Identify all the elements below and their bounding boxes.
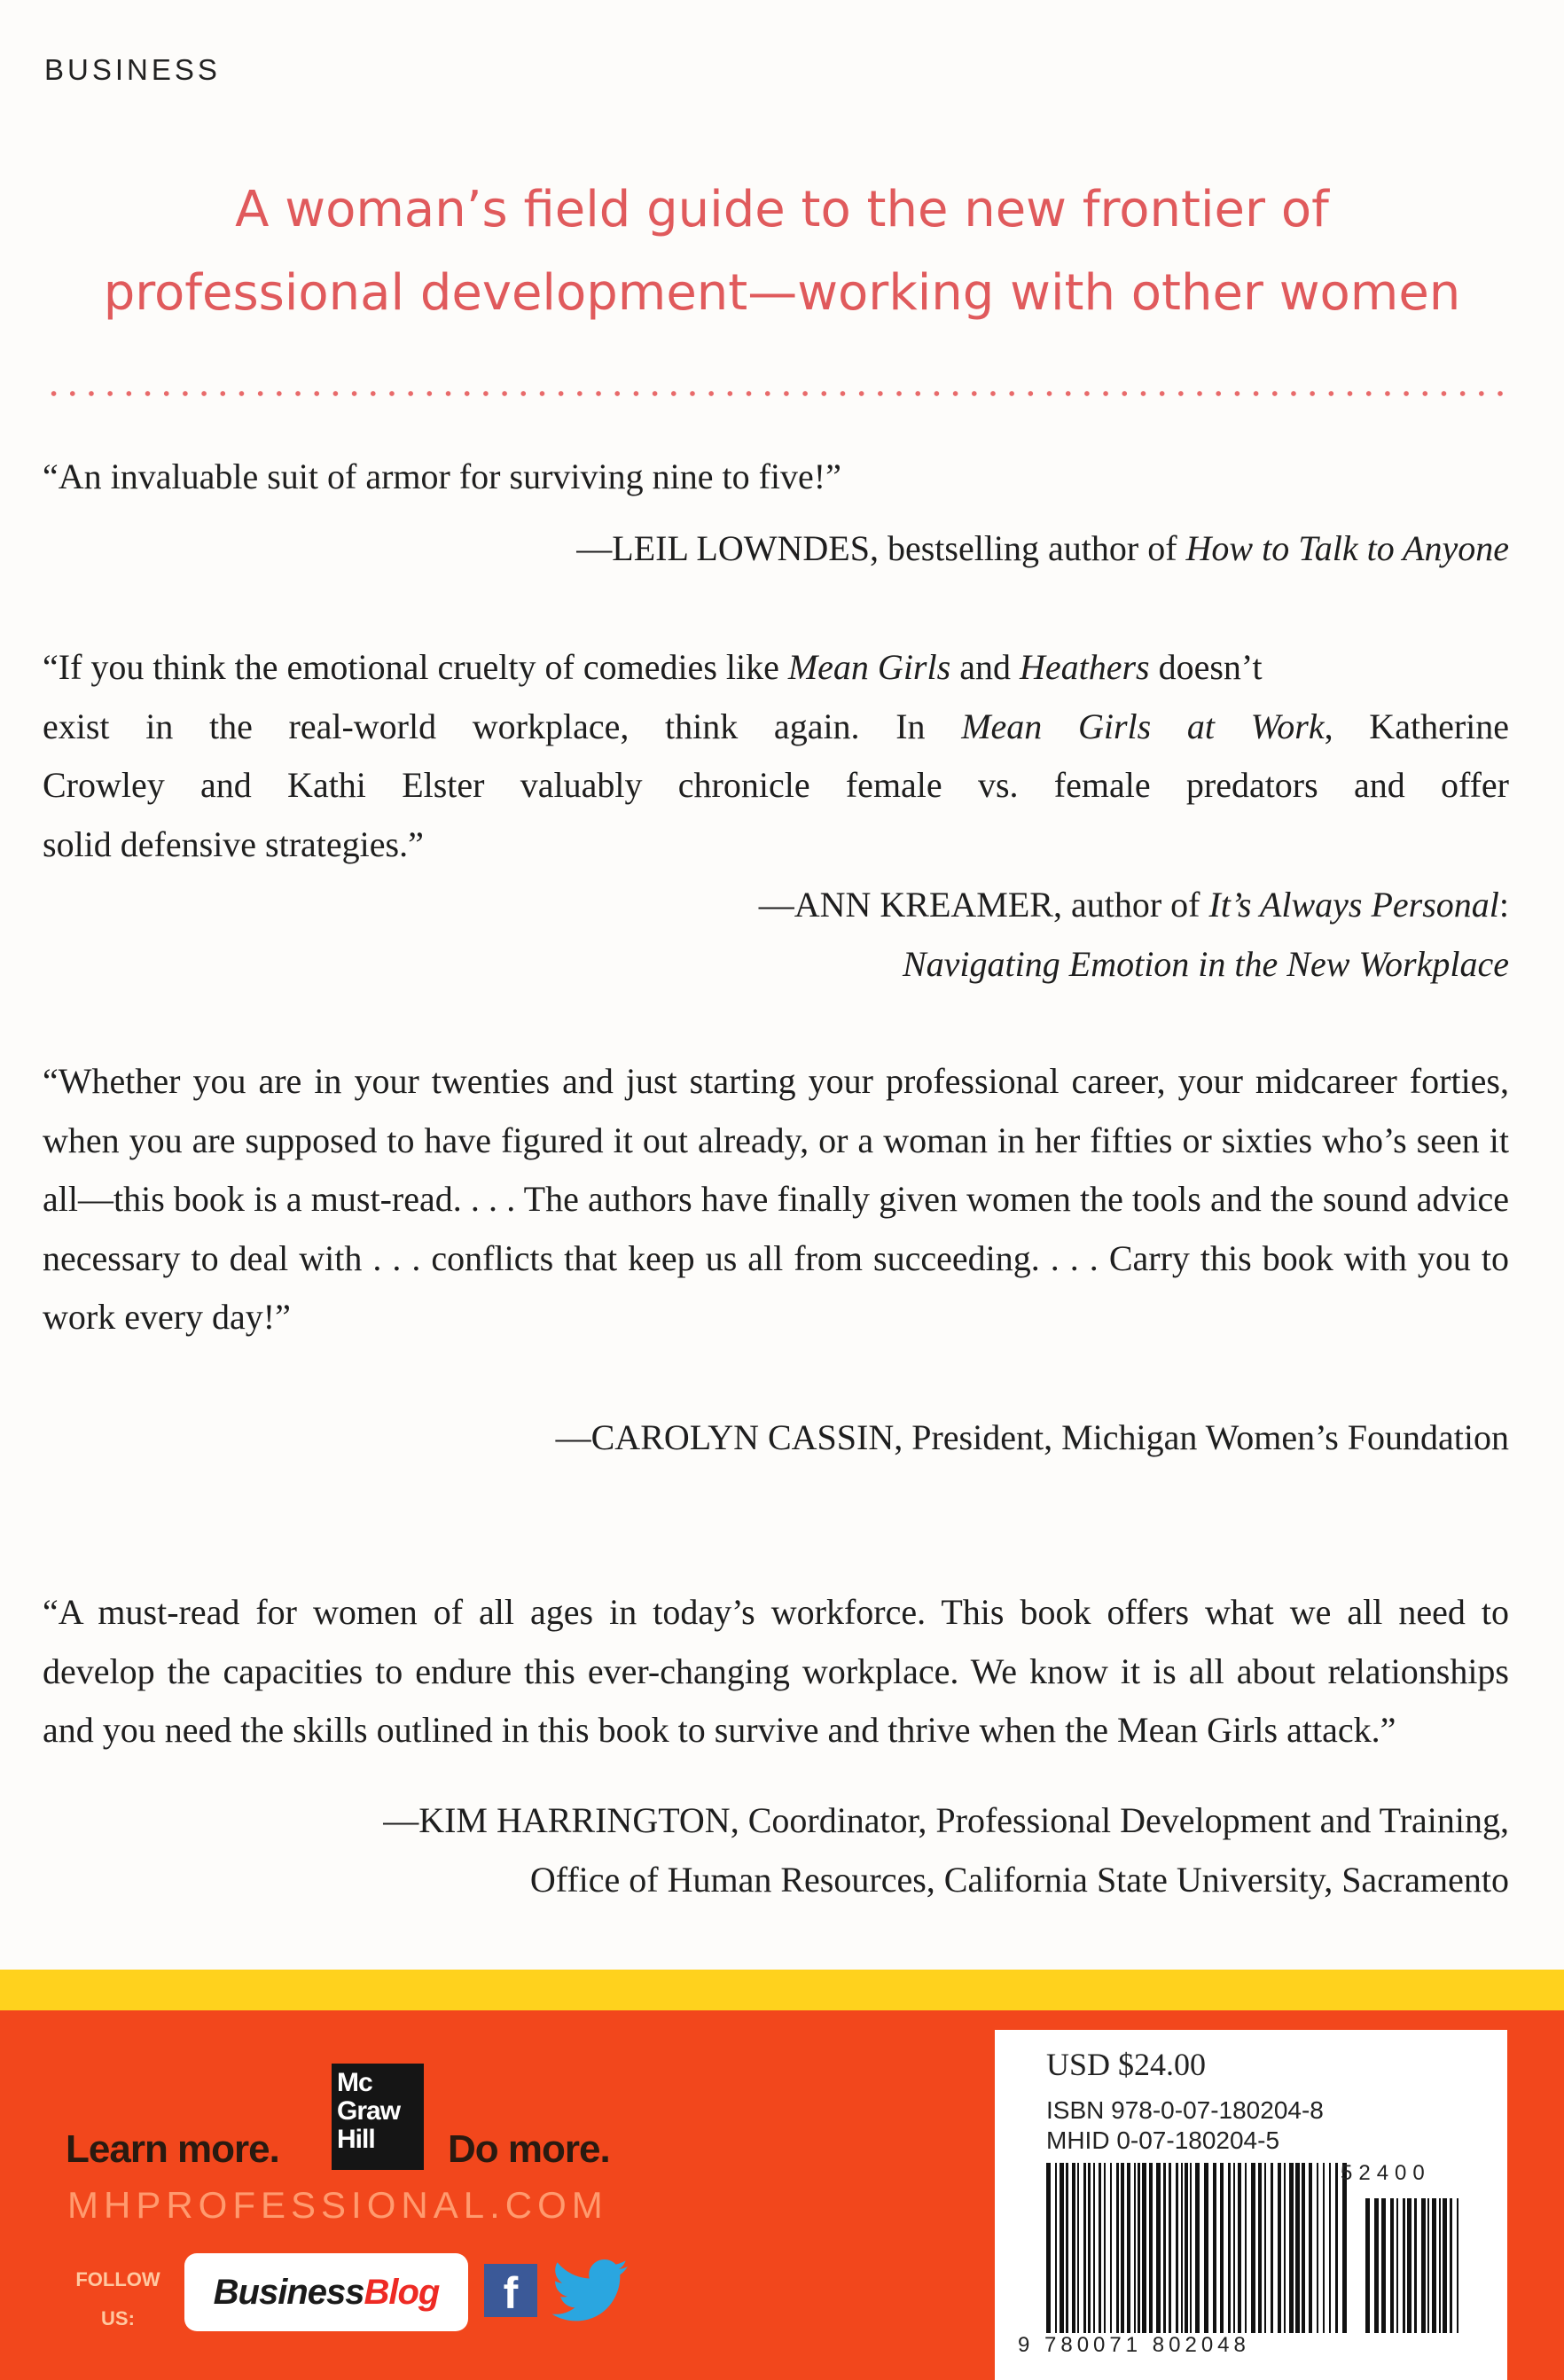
- book-title: How to Talk to Anyone: [1185, 528, 1509, 568]
- blurb-4-attribution-line-1: —KIM HARRINGTON, Coordinator, Professional Development and Training,: [383, 1800, 1509, 1840]
- blurb-1-attribution: —LEIL LOWNDES, bestselling author of How to Talk to Anyone: [576, 528, 1509, 568]
- blurb-2-line-1: “If you think the emotional cruelty of comedies like Mean Girls and Heathers doesn’t: [43, 647, 1263, 687]
- barcode-bar: [1127, 2163, 1130, 2333]
- barcode-bar: [1365, 2198, 1370, 2333]
- price-label: USD $24.00: [1046, 2047, 1207, 2082]
- price-supplement-code: 52400: [1341, 2161, 1431, 2185]
- barcode-bar: [1374, 2198, 1379, 2333]
- barcode-bar: [1138, 2163, 1140, 2333]
- facebook-icon[interactable]: f: [484, 2264, 537, 2317]
- price-supplement-barcode: [1365, 2198, 1465, 2333]
- isbn-block: [1046, 2095, 1324, 2156]
- blurb-4-attribution: [37, 1791, 1509, 1909]
- mhid-number: MHID 0-07-180204-5: [1046, 2126, 1280, 2154]
- barcode-bar: [1220, 2163, 1224, 2333]
- barcode-bar: [1317, 2163, 1318, 2333]
- barcode-bar: [1309, 2163, 1312, 2333]
- barcode-bar: [1295, 2163, 1300, 2333]
- barcode-bar: [1396, 2198, 1398, 2333]
- barcode-bar: [1450, 2198, 1452, 2333]
- blurb-2-quote: [43, 638, 1509, 874]
- mcgraw-hill-logo: Mc Graw Hill: [332, 2064, 424, 2170]
- barcode-bar: [1381, 2198, 1386, 2333]
- blurb-1-quote: “An invaluable suit of armor for surviving nine to five!”: [43, 456, 841, 496]
- blurb-2-attribution: [37, 876, 1509, 994]
- barcode-bar: [1421, 2198, 1426, 2333]
- barcode-bar: [1093, 2163, 1095, 2333]
- barcode-bar: [1181, 2163, 1183, 2333]
- barcode-bar: [1457, 2198, 1458, 2333]
- headline-line-1: A woman’s field guide to the new frontier of: [235, 181, 1329, 238]
- isbn-barcode: [1046, 2163, 1351, 2333]
- website-link[interactable]: MHPROFESSIONAL.COM: [67, 2184, 608, 2226]
- headline: [35, 168, 1529, 335]
- blurb-2-line-3: Crowley and Kathi Elster valuably chronicle female vs. female predators and offer: [43, 765, 1509, 805]
- barcode-bar: [1156, 2163, 1161, 2333]
- barcode-bar: [1195, 2163, 1200, 2333]
- blurb-3-quote: “Whether you are in your twenties and just starting your professional career, your midcareer forties, when you are supposed to have figured it out already, or a woman in her fifties or sixties who’s seen it all—this book is a must-read. . . . The authors have finally given women the tools and the sound advice necessary to deal with . . . conflicts that keep us all from succeeding. . . . Carry this book with you to work every day!”: [43, 1061, 1509, 1337]
- barcode-bar: [1142, 2163, 1146, 2333]
- barcode-bar: [1099, 2163, 1101, 2333]
- barcode-bar: [1077, 2163, 1079, 2333]
- barcode-bar: [1116, 2163, 1119, 2333]
- barcode-bar: [1342, 2163, 1347, 2333]
- twitter-bird-icon[interactable]: [548, 2259, 630, 2326]
- barcode-bar: [1121, 2163, 1124, 2333]
- blurb-2-line-2: exist in the real-world workplace, think again. In Mean Girls at Work, Katherine: [43, 706, 1510, 746]
- barcode-bar: [1060, 2163, 1064, 2333]
- barcode-bar: [1163, 2163, 1166, 2333]
- barcode-bar: [1443, 2198, 1447, 2333]
- barcode-bar: [1238, 2163, 1241, 2333]
- barcode-bar: [1149, 2163, 1153, 2333]
- barcode-bar: [1233, 2163, 1235, 2333]
- blurb-2-attribution-line-1: —ANN KREAMER, author of It’s Always Personal:: [758, 885, 1509, 925]
- barcode-bar: [1403, 2198, 1405, 2333]
- blurb-2-attribution-line-2: Navigating Emotion in the New Workplace: [902, 943, 1509, 984]
- barcode-bar: [1066, 2163, 1068, 2333]
- do-more-text: Do more.: [448, 2127, 610, 2171]
- barcode-bar: [1407, 2198, 1412, 2333]
- barcode-bar: [1271, 2163, 1273, 2333]
- barcode-bar: [1432, 2198, 1436, 2333]
- blurb-4-attribution-line-2: Office of Human Resources, California State University, Sacramento: [529, 1859, 1509, 1900]
- barcode-bar: [1213, 2163, 1216, 2333]
- barcode-bar: [1169, 2163, 1171, 2333]
- barcode-bar: [1245, 2163, 1247, 2333]
- dotted-divider: [44, 390, 1509, 397]
- isbn-number: ISBN 978-0-07-180204-8: [1046, 2096, 1324, 2124]
- barcode-bar: [1390, 2198, 1394, 2333]
- barcode-bar: [1055, 2163, 1057, 2333]
- barcode-number: 9 780071 802048: [1018, 2333, 1250, 2357]
- barcode-bar: [1427, 2198, 1429, 2333]
- barcode-bar: [1134, 2163, 1136, 2333]
- yellow-band: [0, 1970, 1564, 2010]
- follow-us-label: FOLLOW US:: [75, 2268, 160, 2329]
- category-label: BUSINESS: [44, 53, 221, 86]
- learn-more-text: Learn more.: [66, 2127, 279, 2171]
- barcode-bar: [1083, 2163, 1086, 2333]
- barcode-bar: [1278, 2163, 1281, 2333]
- barcode-bar: [1072, 2163, 1075, 2333]
- barcode-bar: [1110, 2163, 1112, 2333]
- blurb-4-quote: “A must-read for women of all ages in today’s workforce. This book offers what we all need to develop the capacities to endure this ever-changing workplace. We know it is all about relationships and you need the skills outlined in this book to survive and thrive when the Mean Girls attack.”: [43, 1592, 1509, 1750]
- barcode-bar: [1439, 2198, 1441, 2333]
- blurb-3-attribution: —CAROLYN CASSIN, President, Michigan Women’s Foundation: [555, 1417, 1509, 1457]
- barcode-bar: [1176, 2163, 1178, 2333]
- barcode-bar: [1046, 2163, 1051, 2333]
- barcode-bar: [1289, 2163, 1294, 2333]
- business-blog-button[interactable]: BusinessBlog: [184, 2253, 468, 2331]
- blurb-2-line-4: solid defensive strategies.”: [43, 823, 424, 864]
- barcode-bar: [1335, 2163, 1338, 2333]
- barcode-bar: [1228, 2163, 1231, 2333]
- barcode-bar: [1302, 2163, 1305, 2333]
- barcode-bar: [1104, 2163, 1106, 2333]
- barcode-bar: [1088, 2163, 1091, 2333]
- barcode-bar: [1329, 2163, 1331, 2333]
- barcode-bar: [1185, 2163, 1188, 2333]
- barcode-bar: [1264, 2163, 1266, 2333]
- barcode-bar: [1284, 2163, 1286, 2333]
- barcode-bar: [1190, 2163, 1192, 2333]
- barcode-bar: [1323, 2163, 1325, 2333]
- headline-line-2: professional development—working with other women: [103, 264, 1461, 322]
- barcode-bar: [1251, 2163, 1255, 2333]
- barcode-bar: [1258, 2163, 1262, 2333]
- barcode-bar: [1204, 2163, 1208, 2333]
- barcode-bar: [1414, 2198, 1417, 2333]
